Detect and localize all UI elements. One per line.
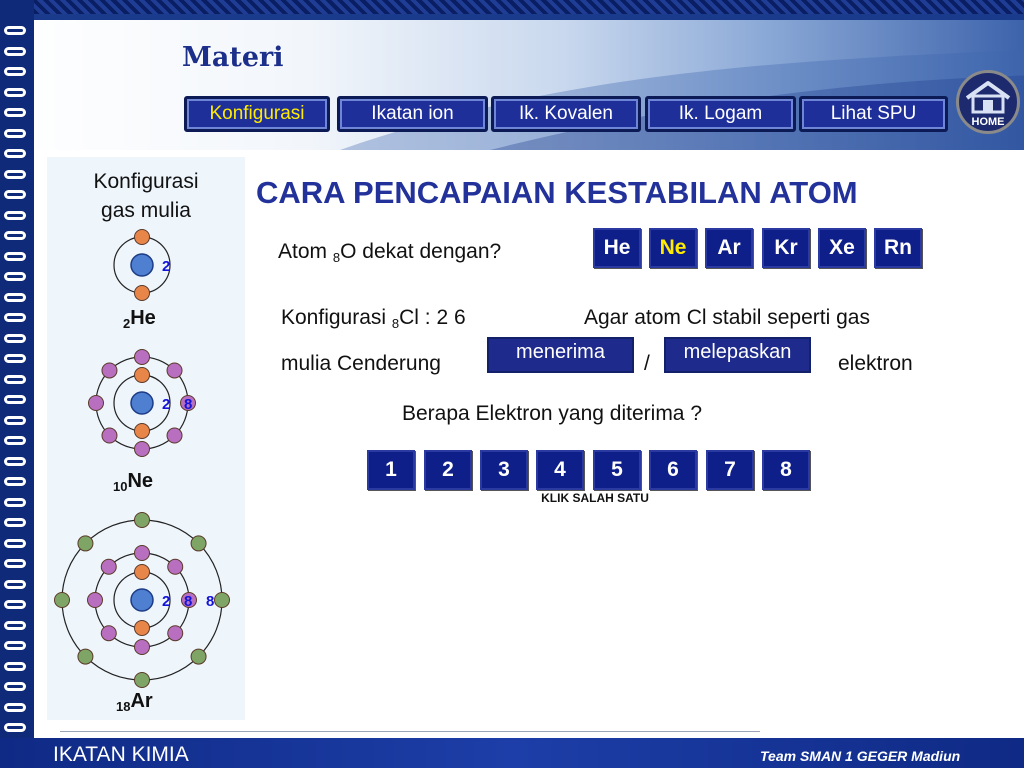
number-button-4[interactable]: 4 [536, 450, 584, 490]
electron [215, 593, 230, 608]
shell-count-label: 8 [184, 593, 193, 610]
nav-ik-logam[interactable]: Ik. Logam [645, 96, 796, 132]
binding-ring [4, 354, 26, 363]
q1-sub: 8 [332, 250, 341, 265]
binding-ring [4, 375, 26, 384]
binding-ring [4, 559, 26, 568]
home-label: HOME [971, 116, 1005, 128]
number-button-3[interactable]: 3 [480, 450, 528, 490]
electron [135, 424, 150, 439]
electron [191, 536, 206, 551]
electron [135, 640, 150, 655]
number-button-2[interactable]: 2 [424, 450, 472, 490]
binding-ring [4, 703, 26, 712]
nucleus [131, 254, 153, 276]
nav-konfigurasi[interactable]: Konfigurasi [184, 96, 330, 132]
binding-ring [4, 47, 26, 56]
electron [191, 649, 206, 664]
electron [167, 363, 182, 378]
binding-ring [4, 436, 26, 445]
binding-ring [4, 662, 26, 671]
electron [135, 230, 150, 245]
electron [135, 286, 150, 301]
shell-count-label: 2 [162, 396, 171, 413]
binding-ring [4, 539, 26, 548]
element-label-he [123, 307, 156, 331]
tend-text: mulia Cenderung [281, 352, 441, 375]
slash-separator: / [644, 352, 650, 375]
electron [78, 649, 93, 664]
binding-ring [4, 395, 26, 404]
house-icon [959, 77, 1017, 117]
spiral-binding [0, 0, 34, 768]
electron [101, 626, 116, 641]
footer-credit: Team SMAN 1 GEGER Madiun [760, 748, 961, 764]
he-number: 2 [123, 316, 131, 331]
binding-ring [4, 149, 26, 158]
electron [135, 621, 150, 636]
binding-ring [4, 457, 26, 466]
config-prefix: Konfigurasi [281, 306, 392, 329]
q1-prefix: Atom [278, 240, 333, 263]
shell-count-label: 8 [206, 593, 215, 610]
binding-ring [4, 67, 26, 76]
electron [101, 559, 116, 574]
binding-ring [4, 170, 26, 179]
electron [168, 559, 183, 574]
electron [135, 442, 150, 457]
ne-symbol: Ne [127, 470, 154, 492]
binding-ring [4, 293, 26, 302]
ar-symbol: Ar [130, 690, 153, 712]
number-button-5[interactable]: 5 [593, 450, 641, 490]
element-button-ne[interactable]: Ne [649, 228, 697, 268]
electron [135, 350, 150, 365]
page-title: Materi [182, 42, 284, 73]
element-button-rn[interactable]: Rn [874, 228, 922, 268]
binding-ring [4, 26, 26, 35]
q1-suffix: O dekat dengan? [340, 240, 502, 263]
element-button-kr[interactable]: Kr [762, 228, 810, 268]
number-button-8[interactable]: 8 [762, 450, 810, 490]
binding-ring [4, 88, 26, 97]
config-suffix: Cl : 2 6 [399, 306, 466, 329]
electron [78, 536, 93, 551]
number-button-1[interactable]: 1 [367, 450, 415, 490]
home-button[interactable] [956, 70, 1020, 134]
nav-ik-kovalen[interactable]: Ik. Kovalen [491, 96, 641, 132]
binding-ring [4, 252, 26, 261]
stable-text: Agar atom Cl stabil seperti gas [584, 306, 870, 329]
element-label-ar [116, 690, 153, 714]
electron [135, 368, 150, 383]
main-title: CARA PENCAPAIAN KESTABILAN ATOM [256, 175, 858, 210]
binding-ring [4, 334, 26, 343]
top-stripe [0, 0, 1024, 14]
electron [135, 546, 150, 561]
electron [168, 626, 183, 641]
click-note: KLIK SALAH SATU [541, 491, 649, 505]
binding-ring [4, 498, 26, 507]
electron [89, 396, 104, 411]
answer-melepaskan[interactable]: melepaskan [664, 337, 811, 373]
binding-ring [4, 190, 26, 199]
top-stripe-2 [0, 14, 1024, 20]
he-symbol: He [130, 307, 156, 329]
bottom-divider [60, 731, 760, 732]
atom-diagrams [47, 157, 245, 720]
nav-ikatan-ion[interactable]: Ikatan ion [337, 96, 488, 132]
shell-count-label: 2 [162, 258, 171, 275]
binding-ring [4, 313, 26, 322]
electron [55, 593, 70, 608]
element-button-he[interactable]: He [593, 228, 641, 268]
config-sub: 8 [391, 316, 400, 331]
electron [102, 363, 117, 378]
question-atom-o [278, 240, 501, 265]
nav-lihat-spu[interactable]: Lihat SPU [799, 96, 948, 132]
binding-ring [4, 211, 26, 220]
binding-ring [4, 129, 26, 138]
binding-ring [4, 580, 26, 589]
number-button-7[interactable]: 7 [706, 450, 754, 490]
electron [167, 428, 182, 443]
ar-number: 18 [116, 699, 131, 714]
question-electrons: Berapa Elektron yang diterima ? [402, 402, 702, 425]
shell-count-label: 8 [184, 396, 193, 413]
nucleus [131, 392, 153, 414]
element-button-xe[interactable]: Xe [818, 228, 866, 268]
binding-ring [4, 416, 26, 425]
answer-menerima[interactable]: menerima [487, 337, 634, 373]
binding-ring [4, 600, 26, 609]
electron [135, 673, 150, 688]
panel-title-line1: Konfigurasi [93, 170, 199, 193]
ne-number: 10 [113, 479, 128, 494]
nucleus [131, 589, 153, 611]
binding-ring [4, 108, 26, 117]
panel-title-line2: gas mulia [101, 199, 191, 222]
element-label-ne [113, 470, 153, 494]
binding-ring [4, 477, 26, 486]
shell-count-label: 2 [162, 593, 171, 610]
binding-ring [4, 682, 26, 691]
binding-ring [4, 621, 26, 630]
element-button-ar[interactable]: Ar [705, 228, 753, 268]
footer-title: IKATAN KIMIA [53, 743, 189, 766]
binding-ring [4, 518, 26, 527]
electron [135, 565, 150, 580]
electron [88, 593, 103, 608]
binding-ring [4, 272, 26, 281]
electron-word: elektron [838, 352, 913, 375]
gas-config-panel [47, 157, 245, 720]
cl-configuration [281, 306, 466, 331]
binding-ring [4, 641, 26, 650]
electron [135, 513, 150, 528]
binding-ring [4, 231, 26, 240]
number-button-6[interactable]: 6 [649, 450, 697, 490]
binding-ring [4, 723, 26, 732]
electron [102, 428, 117, 443]
